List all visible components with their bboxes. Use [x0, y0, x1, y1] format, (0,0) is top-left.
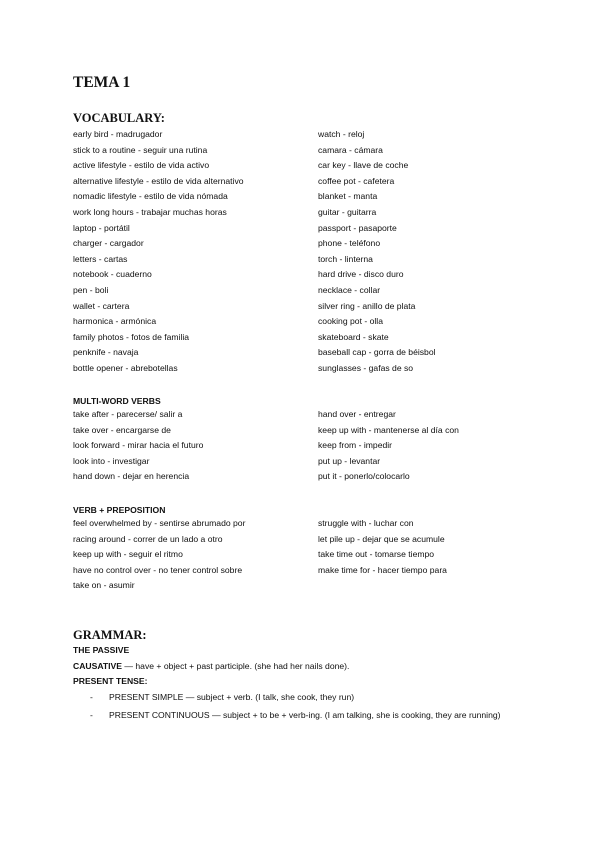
vocabulary-item: harmonica - armónica [73, 316, 157, 327]
multiword-item: keep from - impedir [318, 440, 393, 451]
vocabulary-item: wallet - cartera [73, 300, 130, 311]
page-title: TEMA 1 [73, 74, 131, 91]
vocabulary-item: blanket - manta [318, 191, 378, 202]
verbprep-heading: VERB + PREPOSITION [73, 505, 166, 515]
vocabulary-item: skateboard - skate [318, 331, 389, 342]
verbprep-item: feel overwhelmed by - sentirse abrumado por [73, 518, 246, 528]
vocabulary-left-list [73, 127, 244, 377]
vocabulary-item: hard drive - disco duro [318, 269, 404, 280]
vocabulary-item: alternative lifestyle - estilo de vida alternativo [73, 175, 244, 186]
verbprep-item: take time out - tomarse tiempo [318, 549, 435, 560]
vocabulary-item: stick to a routine - seguir una rutina [73, 144, 208, 155]
vocabulary-heading: VOCABULARY: [73, 111, 165, 125]
multiword-item: hand over - entregar [318, 409, 396, 419]
tense-bullet-item [90, 690, 540, 706]
multiword-right-list [318, 407, 459, 485]
vocabulary-item: active lifestyle - estilo de vida activo [73, 160, 210, 171]
tense-bullet-list [90, 690, 540, 725]
causative-line [73, 659, 349, 675]
multiword-item: take after - parecerse/ salir a [73, 409, 183, 419]
verbprep-item: make time for - hacer tiempo para [318, 564, 447, 575]
verbprep-item: have no control over - no tener control sobre [73, 564, 243, 575]
passive-heading: THE PASSIVE [73, 645, 130, 655]
vocabulary-item: camara - cámara [318, 144, 383, 155]
multiword-item: put up - levantar [318, 455, 381, 466]
vocabulary-item: penknife - navaja [73, 347, 139, 358]
verbprep-item: struggle with - luchar con [318, 518, 414, 528]
vocabulary-item: phone - teléfono [318, 238, 381, 249]
multiword-item: hand down - dejar en herencia [73, 471, 190, 482]
vocabulary-item: watch - reloj [318, 129, 365, 139]
verbprep-item: take on - asumir [73, 580, 135, 591]
verbprep-right-list [318, 516, 447, 578]
vocabulary-item: laptop - portátil [73, 222, 130, 233]
vocabulary-item: nomadic lifestyle - estilo de vida nómada [73, 191, 228, 202]
vocabulary-item: family photos - fotos de familia [73, 331, 190, 342]
vocabulary-item: letters - cartas [73, 253, 128, 264]
multiword-heading: MULTI-WORD VERBS [73, 396, 161, 406]
multiword-item: put it - ponerlo/colocarlo [318, 471, 410, 482]
vocabulary-item: bottle opener - abrebotellas [73, 362, 178, 373]
verbprep-item: let pile up - dejar que se acumule [318, 533, 445, 544]
vocabulary-item: car key - llave de coche [318, 160, 409, 171]
causative-text: — have + object + past participle. (she had her nails done). [122, 661, 350, 671]
multiword-item: look forward - mirar hacia el futuro [73, 440, 204, 451]
multiword-item: take over - encargarse de [73, 424, 171, 435]
vocabulary-item: sunglasses - gafas de so [318, 362, 414, 373]
vocabulary-item: cooking pot - olla [318, 316, 383, 327]
multiword-item: look into - investigar [73, 455, 150, 466]
vocabulary-item: silver ring - anillo de plata [318, 300, 416, 311]
tense-bullet-text: PRESENT CONTINUOUS — subject + to be + verb-ing. (I am talking, she is cooking, they are running) [109, 709, 501, 720]
vocabulary-item: pen - boli [73, 284, 109, 295]
causative-label: CAUSATIVE [73, 661, 123, 671]
vocabulary-item: work long hours - trabajar muchas horas [73, 206, 227, 217]
vocabulary-item: passport - pasaporte [318, 222, 397, 233]
vocabulary-item: coffee pot - cafetera [318, 175, 395, 186]
tense-bullet-text: PRESENT SIMPLE — subject + verb. (I talk, she cook, they run) [109, 692, 355, 702]
multiword-left-list [73, 407, 203, 485]
verbprep-item: keep up with - seguir el ritmo [73, 549, 183, 560]
vocabulary-item: notebook - cuaderno [73, 269, 152, 280]
dash-bullet-icon: - [90, 709, 93, 720]
vocabulary-item: early bird - madrugador [73, 129, 163, 139]
vocabulary-item: baseball cap - gorra de béisbol [318, 347, 436, 358]
multiword-item: keep up with - mantenerse al día con [318, 424, 459, 435]
vocabulary-item: guitar - guitarra [318, 206, 377, 217]
vocabulary-item: charger - cargador [73, 238, 144, 249]
vocabulary-item: necklace - collar [318, 284, 381, 295]
tense-bullet-item [90, 708, 540, 724]
verbprep-item: racing around - correr de un lado a otro [73, 533, 223, 544]
present-tense-heading: PRESENT TENSE: [73, 676, 148, 686]
dash-bullet-icon: - [90, 692, 93, 702]
vocabulary-item: torch - linterna [318, 253, 373, 264]
grammar-heading: GRAMMAR: [73, 628, 147, 642]
vocabulary-right-list [318, 127, 436, 377]
verbprep-left-list [73, 516, 245, 594]
